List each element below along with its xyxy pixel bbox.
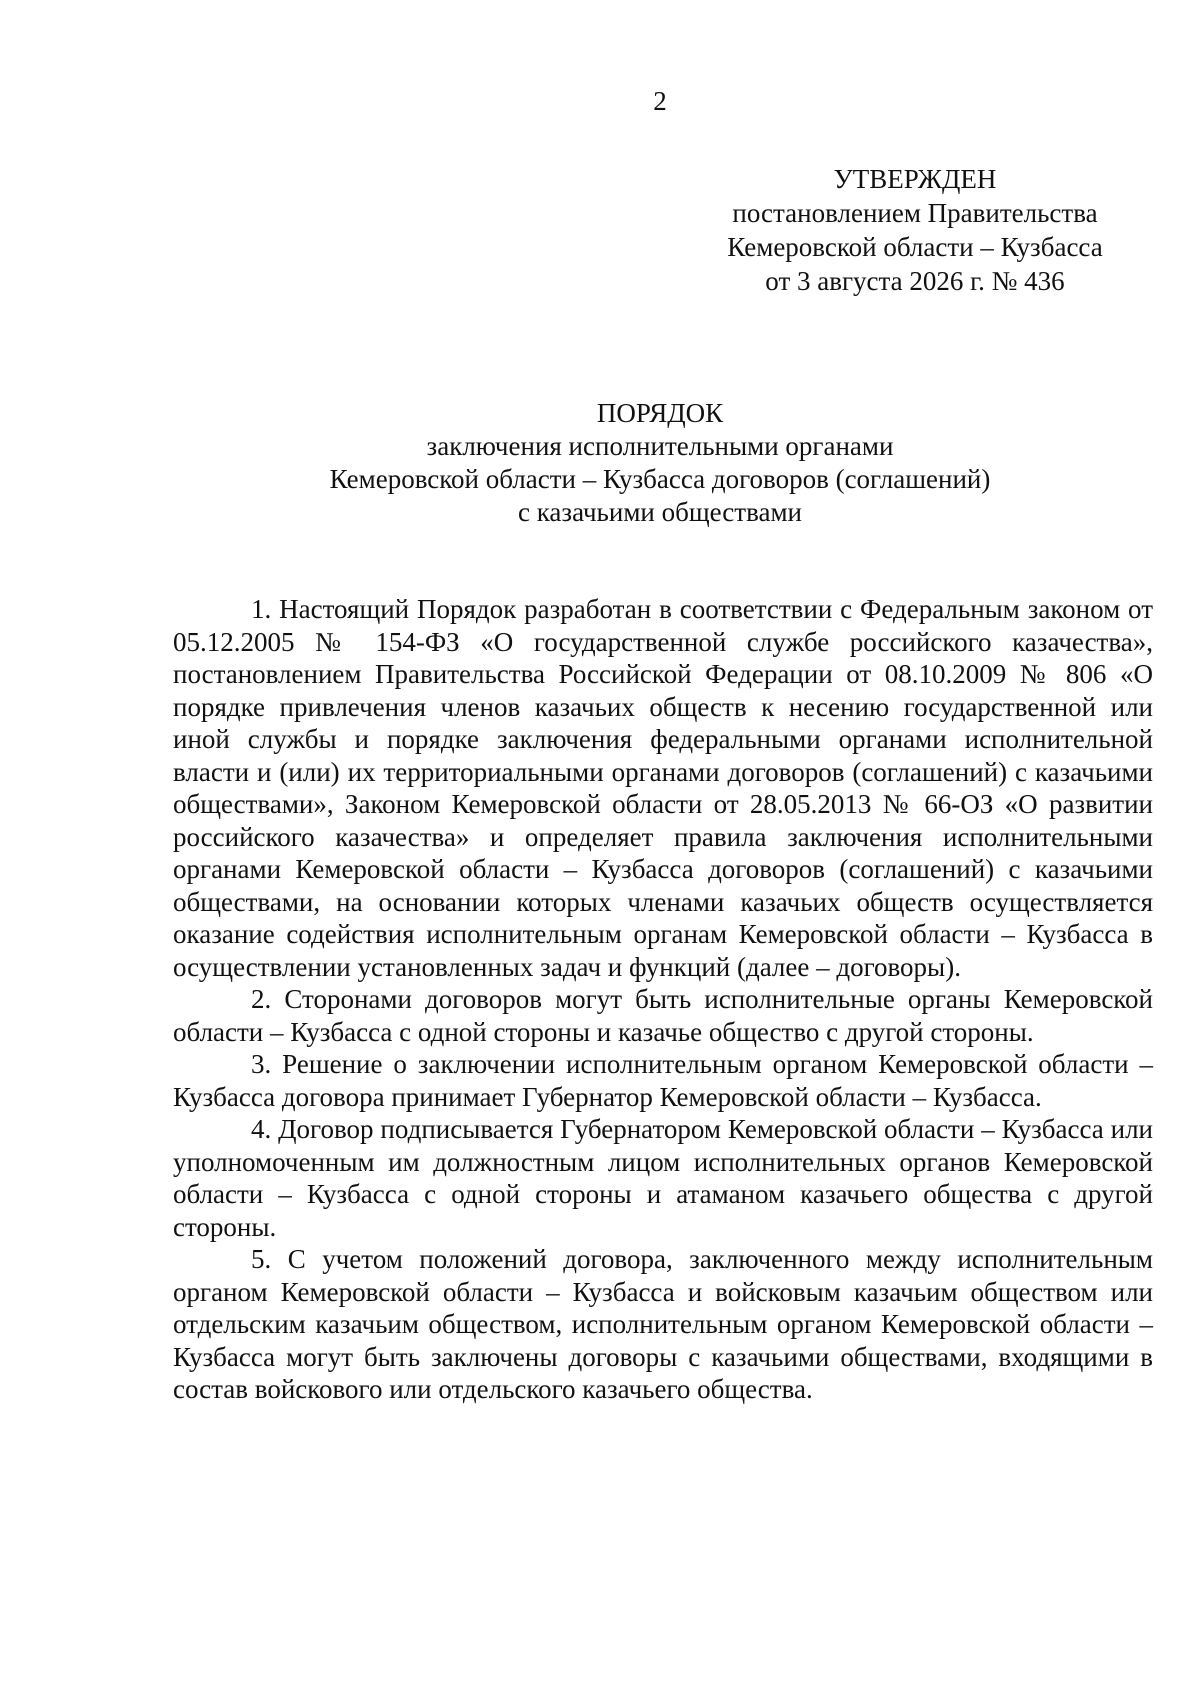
paragraph-2: 2. Сторонами договоров могут быть исполнительные органы Кемеровской области – Кузбасса с одной стороны и казачье общество с другой стороны. [173, 984, 1153, 1047]
approval-line-2: Кемеровской области – Кузбасса [727, 232, 1103, 262]
document-subtitle-line-2: Кемеровской области – Кузбасса договоров (соглашений) [329, 464, 991, 494]
approval-line-1: постановлением Правительства [732, 198, 1098, 228]
page-number: 2 [653, 86, 667, 116]
paragraph-5: 5. С учетом положений договора, заключенного между исполнительным органом Кемеровской области – Кузбасса и войсковым казачьим обществом или отдельским казачьим обществом, исполнительным органом Кемеровской области – Кузбасса могут быть заключены договоры с казачьими обществами, входящими в состав войскового или отдельского казачьего общества. [173, 1244, 1153, 1404]
approval-stamp-block [690, 162, 1140, 298]
document-title: ПОРЯДОК [596, 398, 724, 428]
paragraph-4: 4. Договор подписывается Губернатором Кемеровской области – Кузбасса или уполномоченным им должностным лицом исполнительных органов Кемеровской области – Кузбасса с одной стороны и атаманом казачьего общества с другой стороны. [173, 1114, 1153, 1242]
paragraph-1: 1. Настоящий Порядок разработан в соответствии с Федеральным законом от 05.12.2005 № 154-ФЗ «О государственной службе российского казачества», постановлением Правительства Российской Федерации от 08.10.2009 № 806 «О порядке привлечения членов казачьих обществ к несению государственной или иной службы и порядке заключения федеральными органами исполнительной власти и (или) их территориальными органами договоров (соглашений) с казачьими обществами», Законом Кемеровской области от 28.05.2013 № 66-ОЗ «О развитии российского казачества» и определяет правила заключения исполнительными органами Кемеровской области – Кузбасса договоров (соглашений) с казачьими обществами, на основании которых членами казачьих обществ осуществляется оказание содействия исполнительным органам Кемеровской области – Кузбасса в осуществлении установленных задач и функций (далее – договоры). [173, 594, 1153, 982]
document-subtitle-line-3: с казачьими обществами [517, 497, 802, 527]
paragraph-3: 3. Решение о заключении исполнительным органом Кемеровской области – Кузбасса договора принимает Губернатор Кемеровской области – Кузбасса. [173, 1049, 1153, 1112]
document-body [173, 593, 1153, 1406]
approval-heading: УТВЕРЖДЕН [833, 164, 997, 194]
document-subtitle-line-1: заключения исполнительными органами [426, 431, 894, 461]
document-title-block [200, 397, 1120, 529]
approval-line-3: от 3 августа 2026 г. № 436 [765, 266, 1065, 296]
